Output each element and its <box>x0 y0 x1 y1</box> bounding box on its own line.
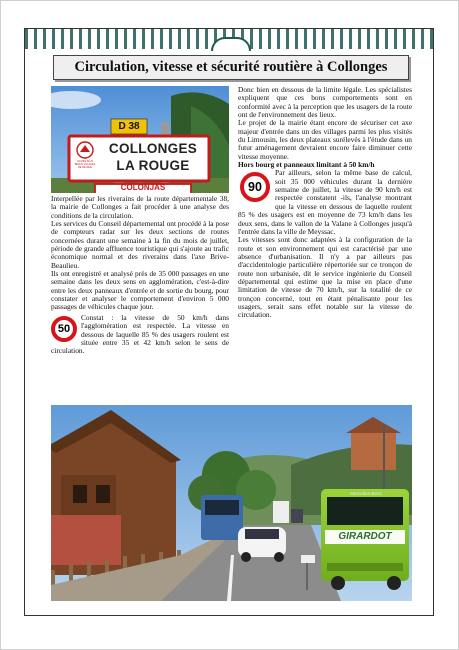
left-paragraph-3: Ils ont enregistré et analysé près de 35 000 passages en une semaine dans les deux sens en agglomération, c'est-à-dire entre les deux panneaux d'entrée et de sortie du bourg, pour constater et analyser le comportement d'environ 5 000 passages de véhicules chaque jour. <box>51 269 229 312</box>
left-constat-paragraph <box>51 314 229 356</box>
right-subheading: Hors bourg et panneaux limitant à 50 km/h <box>238 160 375 170</box>
left-paragraph-1: Interpellée par les riverains de la route départementale 38, la mairie de Collonges a fait procéder à une analyse des conditions de la circulation. <box>51 194 229 220</box>
sign-logo-text: UN DES PLUS BEAUX VILLAGES DE FRANCE <box>74 160 96 169</box>
sign-town-line1: COLLONGES <box>108 141 198 156</box>
title-box <box>53 55 409 80</box>
right-paragraph-2: Le projet de la mairie étant encore de sécuriser cet axe majeur d'entrée dans un des villages parmi les plus visités du Limousin, les deux plateaux surélevés à l'étude dans un futur aménagement devraient encore faire diminuer cette vitesse moyenne. <box>238 118 412 161</box>
sign-town-line2: LA ROUGE <box>116 158 190 173</box>
speed-limit-90-sign: 90 <box>240 172 270 202</box>
bus-company-label: GIRARDOT <box>338 531 392 542</box>
right-paragraph-3: Par ailleurs, selon la même base de calcul, soit 35 000 véhicules durant la dernière semaine de juillet, la vitesse de 90 km/h est respectée constatent -ils, l'analyse montrant que la vitesse en dessous de laquelle roulent 85 % des usagers est en moyenne de 73 km/h dans les deux sens, dans le vallon de la Valane à Collonges jusqu'à l'entrée dans la ville de Meyssac. <box>238 168 412 236</box>
town-sign-illustration <box>51 86 229 193</box>
road-scene-illustration <box>51 405 412 601</box>
article-frame <box>24 28 434 616</box>
town-sign-photo <box>51 86 229 193</box>
left-column <box>51 195 229 356</box>
sign-road-number: D 38 <box>118 121 140 132</box>
right-paragraph-1: Donc bien en dessous de la limite légale. Les spécialistes expliquent que ces bons comportements sont en conformité avec à la perception que les usagers de la route ont de l'environnement des lieux. <box>238 85 412 120</box>
left-constat-text: Constat : la vitesse de 50 km/h dans l'agglomération est respectée. La vitesse en dessous de laquelle 85 % des usagers roulent est située entre 35 et 42 km/h selon le sens de circulation. <box>51 312 229 356</box>
right-column <box>238 86 412 320</box>
right-paragraph-4: Les vitesses sont donc adaptées à la configuration de la route et son environnement qui est caractérisé par une absence d'urbanisation. Il n'y a par ailleurs pas d'accidentologie particulière répertoriée sur ce tronçon de route non urbanisée, dit le service ingénierie du Conseil départemental qui estime que la mise en place d'une limitation de vitesse de 70 km/h, sur la totalité de ce tronçon concerné, tout en étant pénalisante pour les usagers, serait sans effet notable sur la vitesse de circulation. <box>238 235 412 320</box>
header-ornament <box>211 37 251 51</box>
road-scene-photo <box>51 405 412 601</box>
right-paragraph-3-wrap <box>238 169 412 236</box>
article-title: Circulation, vitesse et sécurité routière à Collonges <box>74 59 388 75</box>
sign-occitan: COLONJAS <box>120 183 166 192</box>
bus-brand-label: Mercedes-Benz <box>350 491 382 496</box>
speed-limit-50-sign: 50 <box>51 316 77 342</box>
left-paragraph-2: Les services du Conseil départemental ont procédé à la pose de compteurs radar sur les deux sections de routes concernées durant une semaine à la fin du mois de juillet, période de grande affluence touristique qui s'ajoute au trafic économique normal et des riverains dans l'axe Brive-Beaulieu. <box>51 219 229 270</box>
